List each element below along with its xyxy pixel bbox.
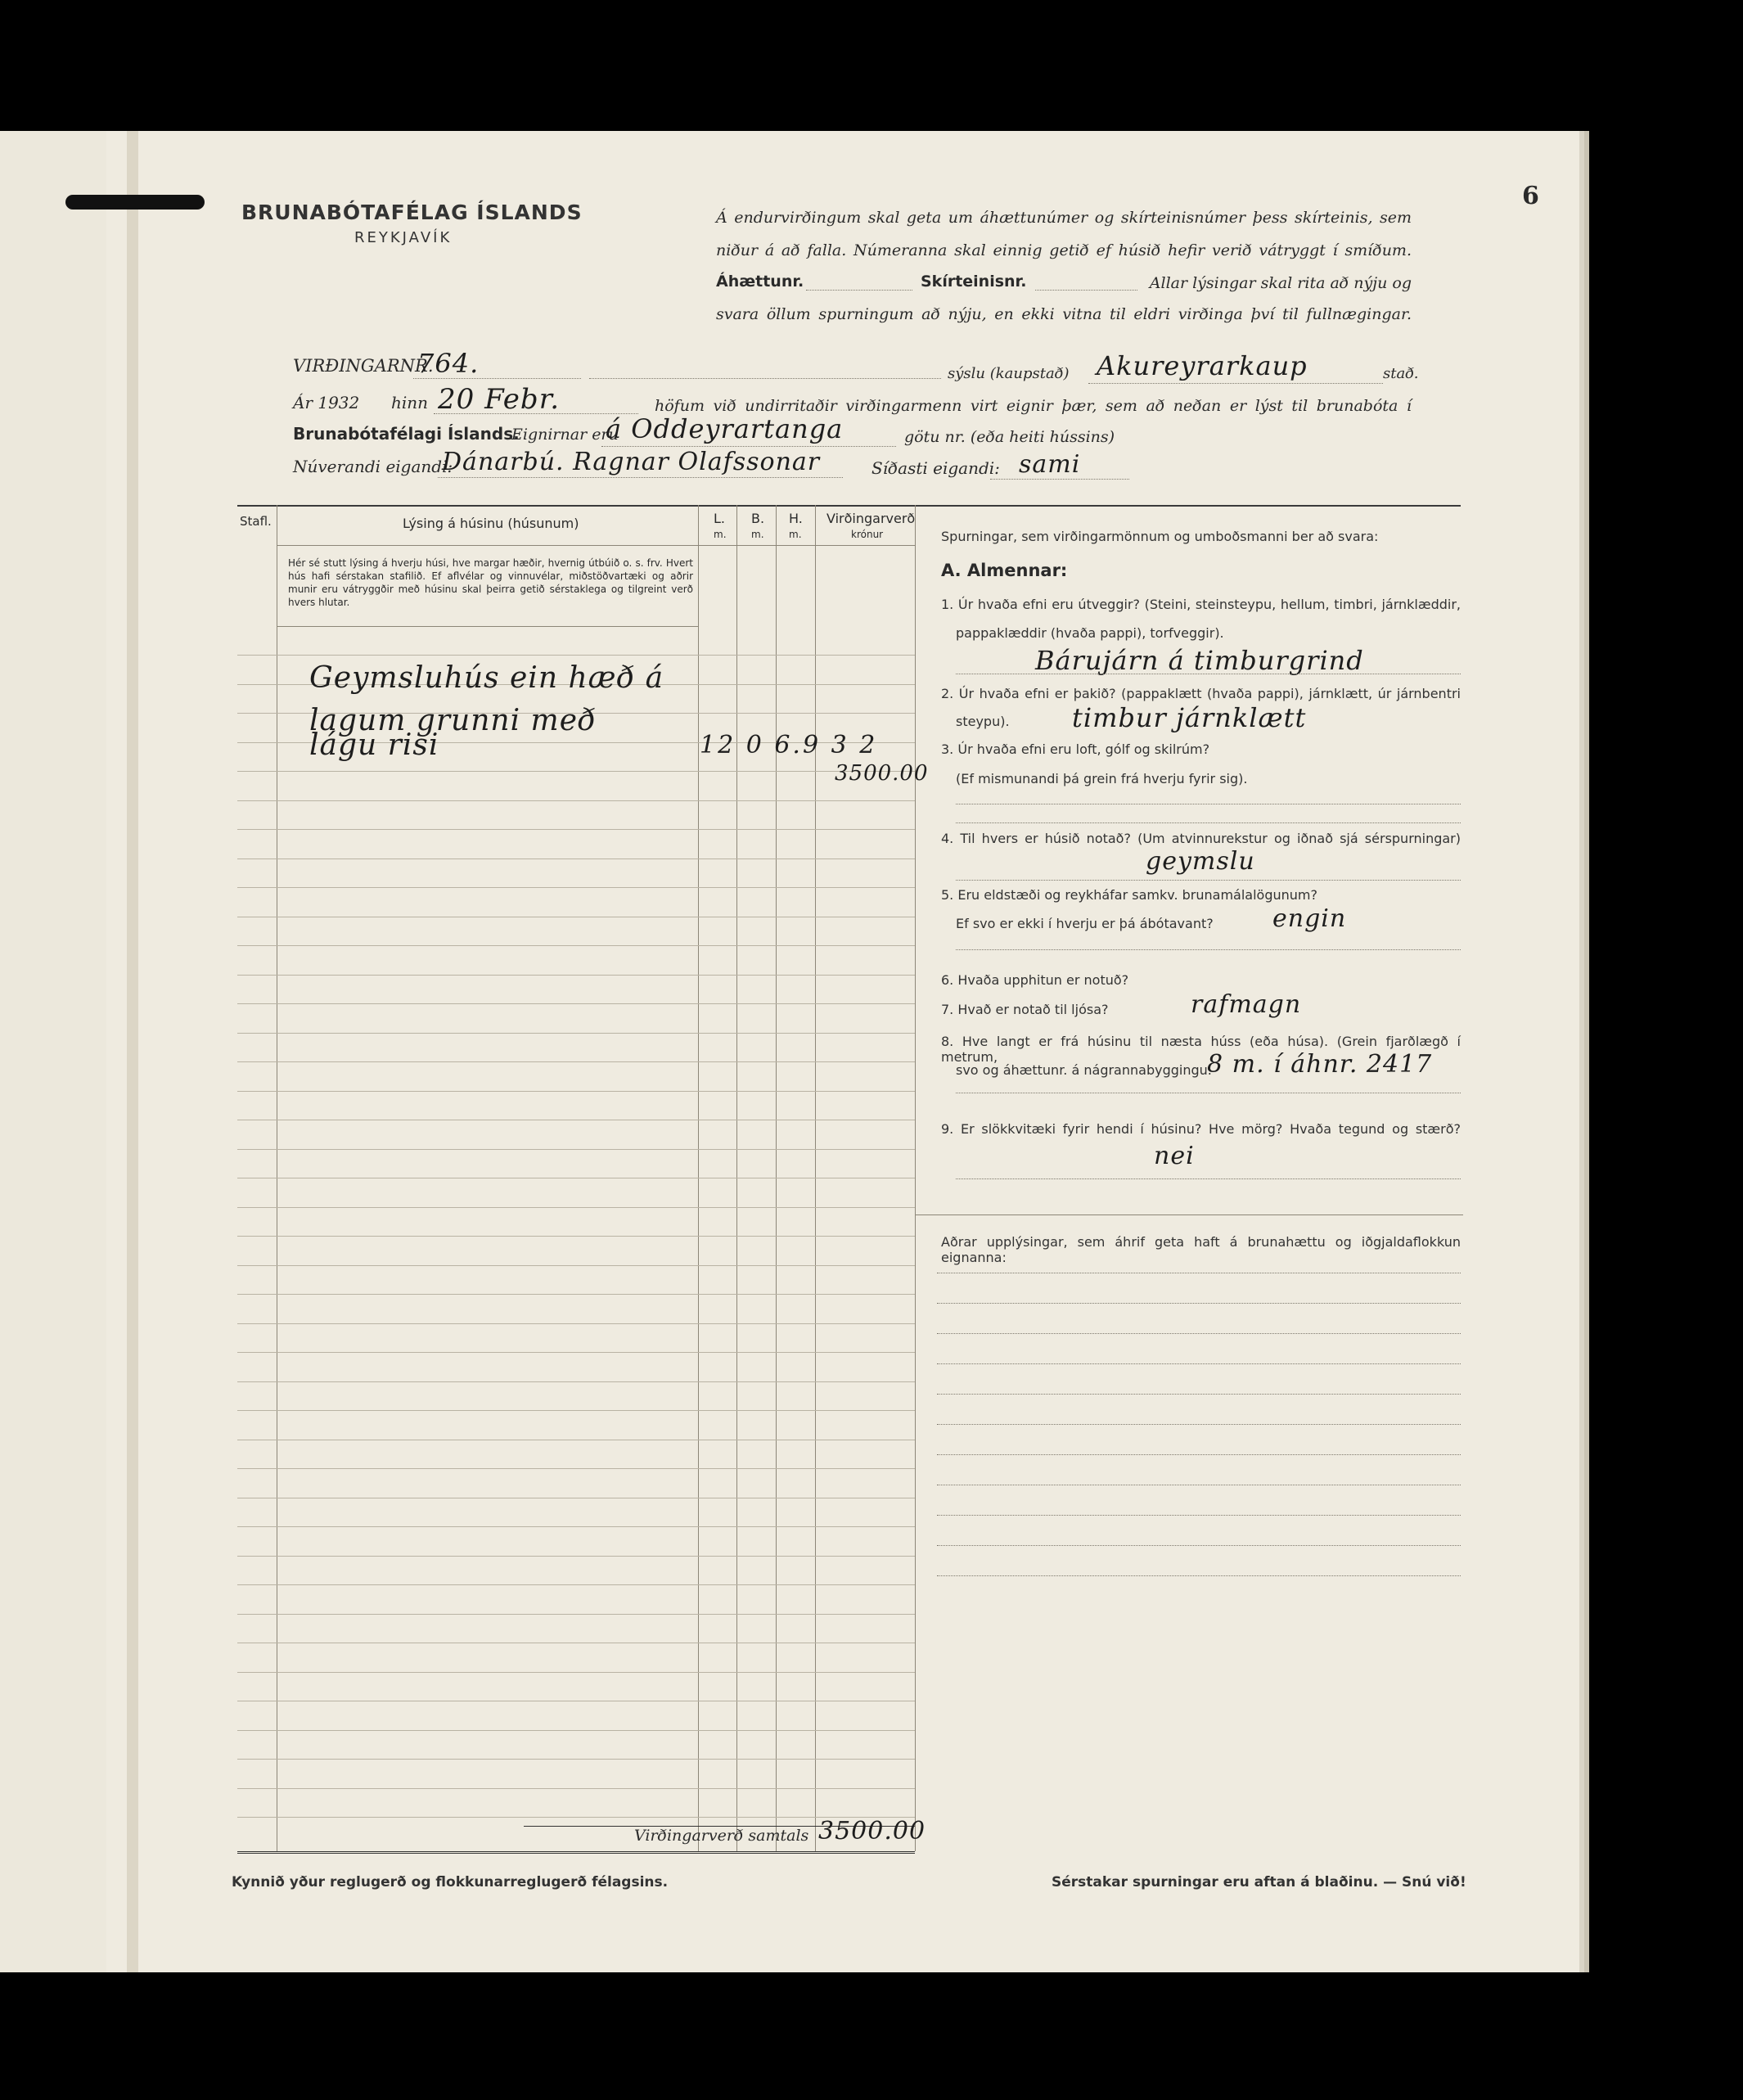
table-row-rule xyxy=(237,655,915,656)
other-info-line xyxy=(937,1515,1461,1516)
answer-1: Bárujárn á timburgrind xyxy=(1035,645,1364,676)
prev-owner-label: Síðasti eigandi: xyxy=(872,458,1000,478)
col-value-unit: krónur xyxy=(851,529,884,540)
q3-line-2: (Ef mismunandi þá grein frá hverju fyrir sig). xyxy=(956,771,1248,786)
cert-label: Skírteinisnr. xyxy=(921,273,1027,291)
blank-line xyxy=(589,378,941,379)
table-row-rule xyxy=(237,1672,915,1673)
q3-line-1: 3. Úr hvaða efni eru loft, gólf og skilrúm? xyxy=(941,741,1210,757)
stad-label: stað. xyxy=(1383,365,1419,382)
instructions-text: Hér sé stutt lýsing á hverju húsi, hve margar hæðir, hvernig útbúið o. s. frv. Hvert hús hafi sérstakan stafilið. Ef aflvélar og vinnuvélar, miðstöðvartæki og aðrir munir eru vátryggðir með húsinu skal þeirra getið sérstaklega og tilgreint verð hvers hlutar. xyxy=(288,557,693,608)
table-row-rule xyxy=(237,800,915,801)
binding-gutter xyxy=(127,131,138,1972)
county-value: Akureyrarkaup xyxy=(1097,350,1308,381)
table-row-rule xyxy=(237,858,915,859)
table-row-rule xyxy=(237,1061,915,1062)
q1-line-2: pappaklæddir (hvaða pappi), torfveggir). xyxy=(956,625,1224,641)
description-line-3: lágu risi xyxy=(309,728,439,762)
q6: 6. Hvaða upphitun er notuð? xyxy=(941,972,1129,988)
answer-9-line xyxy=(956,1178,1461,1179)
table-row-rule xyxy=(237,1614,915,1615)
appraisal-number: 764. xyxy=(417,348,480,379)
description-line-1: Geymsluhús ein hæð á xyxy=(309,661,664,695)
other-info-line xyxy=(937,1363,1461,1364)
hinn-label: hinn xyxy=(391,393,429,412)
table-row-rule xyxy=(237,771,915,772)
answer-3-line-2 xyxy=(956,822,1461,823)
q8-line-2: svo og áhættunr. á nágrannabyggingu. xyxy=(956,1062,1212,1078)
owner-value: Dánarbú. Ragnar Olafssonar xyxy=(442,448,821,476)
table-row-rule xyxy=(237,1759,915,1760)
table-row-rule xyxy=(237,1265,915,1266)
dimensions: 12 0 6.9 3 2 xyxy=(700,731,878,759)
intro-line-2: niður á að falla. Númeranna skal einnig getið ef húsið hefir verið vátryggt í smíðum. xyxy=(716,241,1412,259)
header-rule xyxy=(277,545,915,546)
q2-line-1: 2. Úr hvaða efni er þakið? (pappaklætt (hvaða pappi), járnklætt, úr járnbentri xyxy=(941,686,1461,701)
q9: 9. Er slökkvitæki fyrir hendi í húsinu? Hve mörg? Hvaða tegund og stærð? xyxy=(941,1121,1461,1137)
q8-line-1: 8. Hve langt er frá húsinu til næsta húss (eða húsa). (Grein fjarðlægð í metrum, xyxy=(941,1034,1461,1065)
row-value: 3500.00 xyxy=(835,761,929,786)
prev-owner-value: sami xyxy=(1019,450,1081,479)
answer-9: nei xyxy=(1154,1142,1195,1170)
col-h-unit: m. xyxy=(789,529,802,540)
answer-7: rafmagn xyxy=(1191,990,1302,1019)
table-row-rule xyxy=(237,1526,915,1527)
risk-line xyxy=(806,290,912,291)
table-row-rule xyxy=(237,945,915,946)
table-row-rule xyxy=(237,1788,915,1789)
table-row-rule xyxy=(237,1003,915,1004)
table-row-rule xyxy=(237,887,915,888)
org-title: BRUNABÓTAFÉLAG ÍSLANDS xyxy=(241,201,583,224)
intro-line-4: svara öllum spurningum að nýju, en ekki vitna til eldri virðinga því til fullnægingar. xyxy=(716,305,1412,323)
street-label: götu nr. (eða heiti hússins) xyxy=(904,428,1115,446)
table-row-rule xyxy=(237,1352,915,1353)
date-value: 20 Febr. xyxy=(438,383,561,416)
table-row-rule xyxy=(237,1556,915,1557)
footer-right: Sérstakar spurningar eru aftan á blaðinu. — Snú við! xyxy=(1052,1874,1466,1890)
table-row-rule xyxy=(237,1207,915,1208)
col-value-header: Virðingarverð xyxy=(826,511,916,526)
questions-intro: Spurningar, sem virðingarmönnum og umboðsmanni ber að svara: xyxy=(941,529,1379,544)
q1-line-1: 1. Úr hvaða efni eru útveggir? (Steini, steinsteypu, hellum, timbri, járnklæddir, xyxy=(941,597,1461,612)
instructions-rule xyxy=(277,626,698,627)
table-row-rule xyxy=(237,1091,915,1092)
other-info-line xyxy=(937,1333,1461,1334)
col-divider-value xyxy=(915,505,916,1851)
sentence-2b: Eignirnar eru xyxy=(511,426,619,444)
table-row-rule xyxy=(237,1468,915,1469)
table-row-rule xyxy=(237,1323,915,1324)
col-l-unit: m. xyxy=(714,529,727,540)
table-row-rule xyxy=(237,1817,915,1818)
q4: 4. Til hvers er húsið notað? (Um atvinnurekstur og iðnað sjá sérspurningar) xyxy=(941,831,1461,846)
table-row-rule xyxy=(237,1236,915,1237)
other-info-line xyxy=(937,1394,1461,1395)
total-label: Virðingarverð samtals xyxy=(634,1827,809,1845)
cert-line xyxy=(1035,290,1137,291)
answer-4-line xyxy=(956,880,1461,881)
answer-4: geymslu xyxy=(1146,847,1255,876)
q5-line-1: 5. Eru eldstæði og reykháfar samkv. brunamálalögunum? xyxy=(941,887,1317,903)
other-info-line xyxy=(937,1575,1461,1576)
section-heading: A. Almennar: xyxy=(941,561,1068,580)
owner-line xyxy=(438,477,843,478)
answer-2: timbur járnklætt xyxy=(1072,702,1307,733)
table-row-rule xyxy=(237,1033,915,1034)
q2-line-2: steypu). xyxy=(956,714,1010,729)
description-line-2: lagum grunni með xyxy=(309,704,597,737)
other-info-label: Aðrar upplýsingar, sem áhrif geta haft á brunahættu og iðgjaldaflokkun eignanna: xyxy=(941,1234,1461,1265)
col-l-header: L. xyxy=(714,511,725,526)
other-separator xyxy=(915,1214,1463,1215)
table-row-rule xyxy=(237,1410,915,1411)
org-city: REYKJAVÍK xyxy=(354,229,453,246)
col-b-header: B. xyxy=(751,511,765,526)
risk-label: Áhættunr. xyxy=(716,273,804,291)
sentence-1: höfum við undirritaðir virðingarmenn virt eignir þær, sem að neðan er lýst til brunabóta í xyxy=(655,397,1412,415)
other-info-line xyxy=(937,1545,1461,1546)
col-stafl-header: Stafl. xyxy=(240,514,272,529)
answer-8: 8 m. í áhnr. 2417 xyxy=(1207,1050,1433,1079)
year-label: Ár 1932 xyxy=(293,393,360,412)
location-value: á Oddeyrartanga xyxy=(606,413,844,444)
q5-line-2: Ef svo er ekki í hverju er þá ábótavant? xyxy=(956,916,1214,931)
total-value: 3500.00 xyxy=(818,1817,926,1845)
table-row-rule xyxy=(237,1730,915,1731)
answer-5-line xyxy=(956,949,1461,950)
col-b-unit: m. xyxy=(751,529,764,540)
owner-label: Núverandi eigandi: xyxy=(293,457,453,476)
answer-5: engin xyxy=(1272,904,1347,933)
intro-line-1: Á endurvirðingum skal geta um áhættunúmer og skírteinisnúmer þess skírteinis, sem xyxy=(716,209,1412,227)
table-row-rule xyxy=(237,829,915,830)
location-line xyxy=(601,446,896,447)
table-top-rule xyxy=(237,505,1461,507)
county-line xyxy=(1088,383,1383,384)
sentence-2a: Brunabótafélagi Íslands. xyxy=(293,424,520,444)
county-label: sýslu (kaupstað) xyxy=(948,365,1070,382)
table-row-rule xyxy=(237,1149,915,1150)
page-number: 6 xyxy=(1522,182,1539,210)
q7: 7. Hvað er notað til ljósa? xyxy=(941,1002,1109,1017)
footer-left: Kynnið yður reglugerð og flokkunarreglugerð félagsins. xyxy=(232,1874,669,1890)
other-info-line xyxy=(937,1303,1461,1304)
other-info-line xyxy=(937,1424,1461,1425)
intro-line-3: Allar lýsingar skal rita að nýju og xyxy=(1149,274,1412,292)
appraisal-label: VIRÐINGARNR. xyxy=(293,356,434,376)
binder-clip xyxy=(65,195,205,210)
table-row-rule xyxy=(237,1381,915,1382)
prev-owner-line xyxy=(990,479,1129,480)
col-desc-header: Lýsing á húsinu (húsunum) xyxy=(403,516,579,531)
col-h-header: H. xyxy=(789,511,803,526)
table-bottom-rule xyxy=(237,1851,915,1854)
table-row-rule xyxy=(237,1294,915,1295)
table-row-rule xyxy=(237,975,915,976)
table-row-rule xyxy=(237,1584,915,1585)
appraisal-line xyxy=(413,378,581,379)
other-info-line xyxy=(937,1454,1461,1455)
